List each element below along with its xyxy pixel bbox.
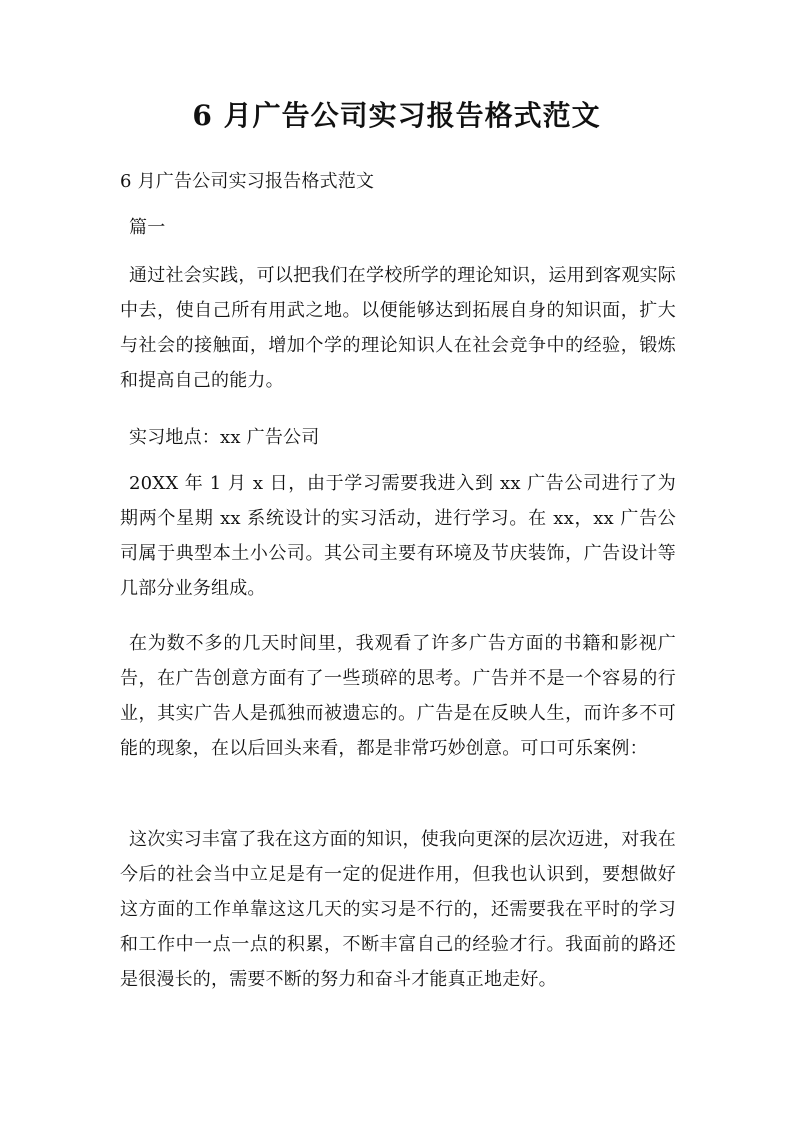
section-heading: 篇一	[129, 217, 166, 238]
paragraph-internship-details: 20XX 年 1 月 x 日，由于学习需要我进入到 xx 广告公司进行了为期两个星期 xx 系统设计的实习活动，进行学习。在 xx，xx 广告公司属于典型本土小公司。其公司主要有环境及节庆装饰，广告设计等几部分业务组成。	[120, 473, 676, 599]
document-subtitle: 6 月广告公司实习报告格式范文	[120, 171, 375, 192]
paragraph-conclusion: 这次实习丰富了我在这方面的知识，使我向更深的层次迈进，对我在今后的社会当中立足是有一定的促进作用，但我也认识到，要想做好这方面的工作单靠这这几天的实习是不行的，还需要我在平时的学习和工作中一点一点的积累，不断丰富自己的经验才行。我面前的路还是很漫长的，需要不断的努力和奋斗才能真正地走好。	[120, 829, 676, 990]
paragraph-advertising-reflection: 在为数不多的几天时间里，我观看了许多广告方面的书籍和影视广告，在广告创意方面有了一些琐碎的思考。广告并不是一个容易的行业，其实广告人是孤独而被遗忘的。广告是在反映人生，而许多不可能的现象，在以后回头来看，都是非常巧妙创意。可口可乐案例：	[120, 633, 676, 759]
paragraph-intro: 通过社会实践，可以把我们在学校所学的理论知识，运用到客观实际中去，使自己所有用武之地。以便能够达到拓展自身的知识面，扩大与社会的接触面，增加个学的理论知识人在社会竞争中的经验，锻炼和提高自己的能力。	[120, 265, 676, 391]
paragraph-location: 实习地点：xx 广告公司	[129, 427, 320, 448]
document-title: 6 月广告公司实习报告格式范文	[192, 99, 601, 132]
